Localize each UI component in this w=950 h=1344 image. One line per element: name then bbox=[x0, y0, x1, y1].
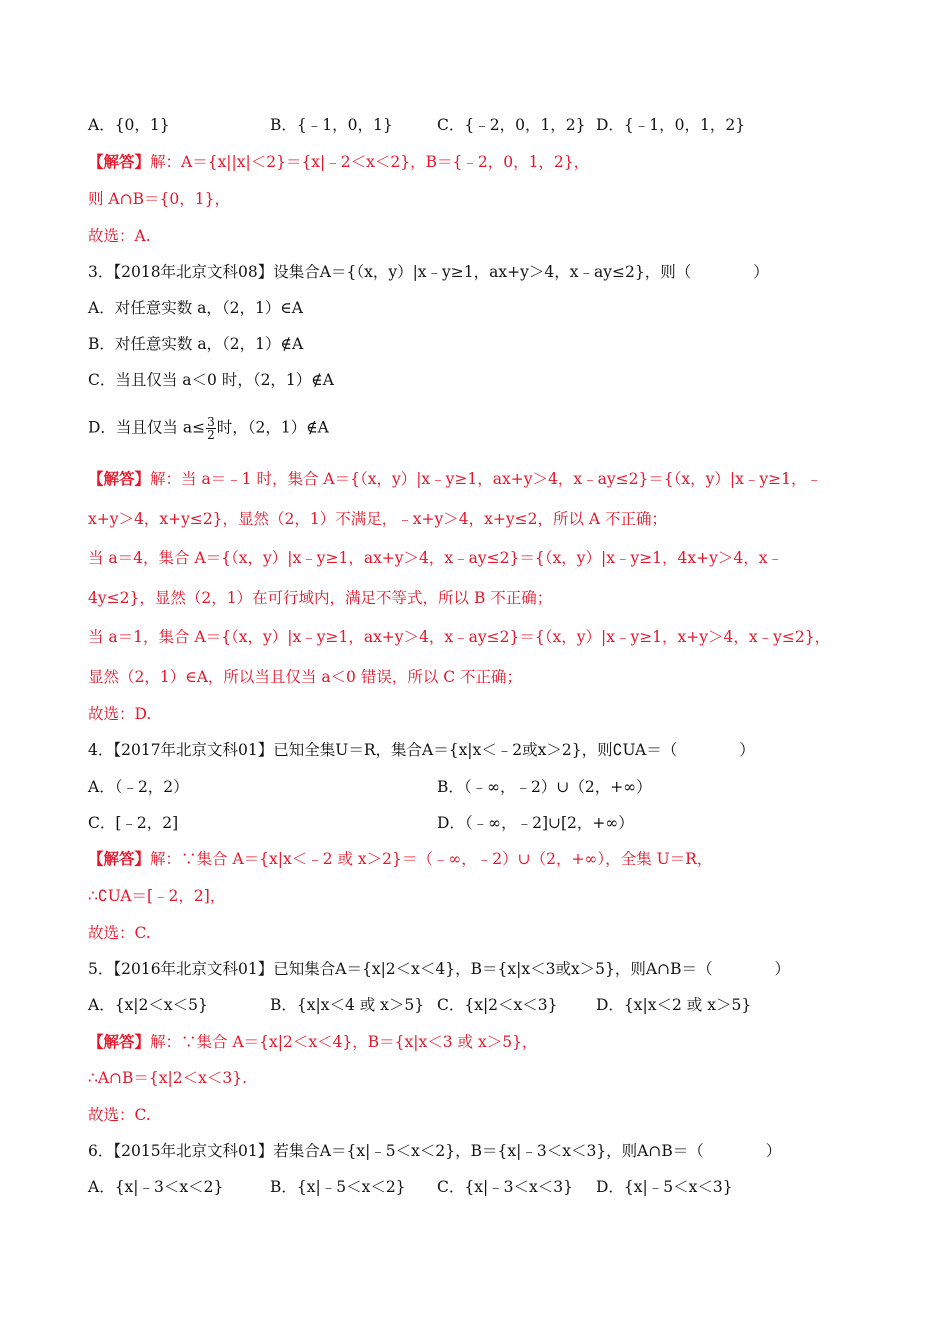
q5-option-c: C．{x|2＜x＜3} bbox=[437, 996, 558, 1014]
q6-option-d: D．{x|﹣5＜x＜3} bbox=[596, 1178, 733, 1196]
q5-answer-line-3: 故选：C. bbox=[88, 1106, 151, 1124]
q2-option-b: B．{﹣1，0，1} bbox=[270, 116, 393, 134]
q4-stem: 4．【2017年北京文科01】已知全集U＝R，集合A＝{x|x＜﹣2或x＞2}，则∁UA＝（ ） bbox=[88, 741, 755, 759]
q3-stem: 3．【2018年北京文科08】设集合A＝{（x，y）|x﹣y≥1，ax+y＞4，x﹣ay≤2}，则（ ） bbox=[88, 263, 769, 281]
q2-option-d: D．{﹣1，0，1，2} bbox=[596, 116, 746, 134]
q3-option-a: A．对任意实数 a，（2，1）∈A bbox=[88, 299, 304, 317]
answer-tag: 【解答】 bbox=[88, 152, 151, 171]
q2-option-c: C．{﹣2，0，1，2} bbox=[437, 116, 586, 134]
q4-option-a: A．（﹣2，2） bbox=[88, 778, 189, 796]
q3-answer-line-5: 当 a＝1，集合 A＝{（x，y）|x﹣y≥1，ax+y＞4，x﹣ay≤2}＝{（x，y）|x﹣y≥1，x+y＞4，x﹣y≤2}， bbox=[88, 628, 831, 646]
q3-answer-line-4: 4y≤2}，显然（2，1）在可行域内，满足不等式，所以 B 不正确； bbox=[88, 589, 553, 607]
q5-stem: 5．【2016年北京文科01】已知集合A＝{x|2＜x＜4}，B＝{x|x＜3或x＞5}，则A∩B＝（ ） bbox=[88, 960, 790, 978]
q5-option-b: B．{x|x＜4 或 x＞5} bbox=[270, 996, 425, 1014]
q6-option-c: C．{x|﹣3＜x＜3} bbox=[437, 1178, 574, 1196]
q2-answer-line-2: 则 A∩B＝{0，1}， bbox=[88, 190, 230, 208]
q2-answer-line-1: 【解答】解：A＝{x||x|＜2}＝{x|﹣2＜x＜2}，B＝{﹣2，0，1，2}， bbox=[88, 152, 590, 171]
q3-answer-line-6: 显然（2，1）∈A，所以当且仅当 a＜0 错误，所以 C 不正确； bbox=[88, 668, 523, 686]
answer-tag: 【解答】 bbox=[88, 1032, 151, 1051]
q5-answer-line-2: ∴A∩B＝{x|2＜x＜3}. bbox=[88, 1069, 248, 1087]
answer-tag: 【解答】 bbox=[88, 469, 151, 488]
q5-answer-line-1: 【解答】解：∵集合 A＝{x|2＜x＜4}，B＝{x|x＜3 或 x＞5}， bbox=[88, 1032, 538, 1051]
q6-option-b: B．{x|﹣5＜x＜2} bbox=[270, 1178, 406, 1196]
q5-option-a: A．{x|2＜x＜5} bbox=[88, 996, 208, 1014]
q3-option-c: C．当且仅当 a＜0 时，（2，1）∉A bbox=[88, 371, 334, 389]
q2-answer-line-3: 故选：A. bbox=[88, 227, 151, 245]
q2-option-a: A．{0，1} bbox=[88, 116, 170, 134]
answer-tag: 【解答】 bbox=[88, 849, 151, 868]
q4-option-c: C．[﹣2，2] bbox=[88, 814, 179, 832]
q3-option-b: B．对任意实数 a，（2，1）∉A bbox=[88, 335, 304, 353]
q4-option-d: D．（﹣∞，﹣2]∪[2，+∞） bbox=[437, 814, 634, 832]
q5-option-d: D．{x|x＜2 或 x＞5} bbox=[596, 996, 752, 1014]
q6-stem: 6．【2015年北京文科01】若集合A＝{x|﹣5＜x＜2}，B＝{x|﹣3＜x＜3}，则A∩B＝（ ） bbox=[88, 1142, 782, 1160]
q3-answer-line-2: x+y＞4，x+y≤2}，显然（2，1）不满足，﹣x+y＞4，x+y≤2，所以 A 不正确； bbox=[88, 510, 667, 528]
q4-answer-line-3: 故选：C. bbox=[88, 924, 151, 942]
q4-answer-line-2: ∴∁UA＝[﹣2，2]， bbox=[88, 887, 226, 905]
q4-answer-line-1: 【解答】解：∵集合 A＝{x|x＜﹣2 或 x＞2}＝（﹣∞，﹣2）∪（2，+∞），全集 U＝R， bbox=[88, 849, 713, 868]
q4-option-b: B．（﹣∞，﹣2）∪（2，+∞） bbox=[437, 778, 652, 796]
q3-answer-line-3: 当 a＝4，集合 A＝{（x，y）|x﹣y≥1，ax+y＞4，x﹣ay≤2}＝{（x，y）|x﹣y≥1，4x+y＞4，x﹣ bbox=[88, 549, 783, 567]
q3-option-d: D．当且仅当 a≤ $\frac{3}{2}$ 时，（2，1）∉A bbox=[88, 415, 329, 442]
q6-option-a: A．{x|﹣3＜x＜2} bbox=[88, 1178, 224, 1196]
q3-answer-line-1: 【解答】解：当 a＝﹣1 时，集合 A＝{（x，y）|x﹣y≥1，ax+y＞4，x﹣ay≤2}＝{（x，y）|x﹣y≥1，﹣ bbox=[88, 469, 822, 488]
q3-answer-line-7: 故选：D. bbox=[88, 705, 152, 723]
fraction-three-halves: $\frac{3}{2}$ bbox=[207, 415, 215, 442]
